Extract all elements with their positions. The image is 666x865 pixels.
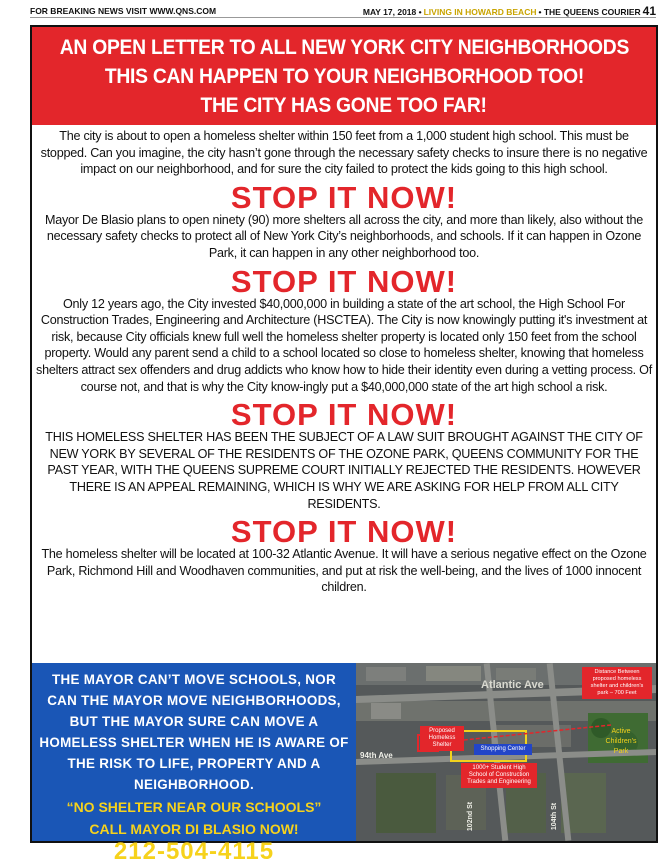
paragraph-2: Mayor De Blasio plans to open ninety (90) more shelters all across the city, and more than likely, also without the necessary safety checks to protect all of New York City’s neighborhoods, and schools. If it can happen in Ozone Park, it can happen in any other neighborhood too. (45, 212, 643, 260)
102nd-st-label: 102nd St (467, 801, 475, 832)
bottom-section (32, 663, 656, 865)
paragraph-3: Only 12 years ago, the City invested $40,000,000 in building a state of the art school, the High School For Construction Trades, Engineering and Architecture (HSCTEA). The City is now knowingly putting it's investment at risk, because City officials knew full well the homeless shelter property is located only 150 feet from the school property. Would any parent send a child to a school located so close to homeless shelter, knowing that homeless shelters attract sex offenders and drug addicts who know how to hide their identity even during a vetting process. Of course not, and that is why the City know-ingly put a $40,000,000 state of the art high school a risk. (36, 296, 652, 394)
callout-box (32, 663, 356, 865)
headline-line-3: THE CITY HAS GONE TOO FAR! (200, 93, 488, 117)
stop-it-now-2: STOP IT NOW! (230, 263, 458, 299)
paragraph-1: The city is about to open a homeless shelter within 150 feet from a 1,000 student high school. This must be stopped. Can you imagine, the city hasn’t gone through the necessary safety checks to insure there is no negative impact on our neighborhood, and for sure the city failed to protect the kids going to this high school. (40, 129, 648, 177)
letter-body (36, 128, 652, 596)
headline-line-2: THIS CAN HAPPEN TO YOUR NEIGHBORHOOD TOO! (104, 64, 584, 88)
callout-slogan: “NO SHELTER NEAR OUR SCHOOLS” (66, 799, 322, 815)
distance-note-tag: Distance Between proposed homeless shelter and children's park – 700 Feet (582, 667, 652, 699)
phone-number[interactable]: 212-504-4115 (113, 838, 275, 865)
headline-line-1: AN OPEN LETTER TO ALL NEW YORK CITY NEIGHBORHOODS (59, 35, 629, 59)
high-school-tag: 1000+ Student High School of Construction Trades and Engineering (461, 763, 537, 788)
stop-it-now-4: STOP IT NOW! (230, 514, 458, 550)
childrens-park-label: Active Children's Park (605, 728, 637, 755)
paragraph-4: THIS HOMELESS SHELTER HAS BEEN THE SUBJECT OF A LAW SUIT BROUGHT AGAINST THE CITY OF NEW YORK BY SEVERAL OF THE RESIDENTS OF THE OZONE PARK, QUEENS COMMUNITY FOR THE PAST YEAR, WITH THE QUEENS SUPREME COURT INITIALLY REJECTED THE RESIDENTS. HOWEVER THERE IS AN APPEAL REMAINING, WHICH IS WHY WE ARE ASKING FOR HELP FROM ALL CITY RESIDENTS. (45, 430, 643, 511)
94th-ave-label: 94th Ave (360, 751, 393, 760)
paragraph-5: The homeless shelter will be located at 100-32 Atlantic Avenue. It will have a serious negative effect on the Ozone Park, Richmond Hill and Woodhaven communities, and put at risk the well-being, and the lives of 1000 innocent children. (41, 547, 647, 595)
page-number: 41 (642, 3, 656, 18)
proposed-shelter-tag: Proposed Homeless Shelter (420, 726, 464, 751)
header-section: LIVING IN HOWARD BEACH (423, 6, 537, 17)
headline-banner (32, 27, 656, 125)
atlantic-ave-label: Atlantic Ave (481, 679, 544, 691)
callout-cta: CALL MAYOR DI BLASIO NOW! (89, 821, 299, 837)
header-right (363, 4, 656, 18)
stop-it-now-3: STOP IT NOW! (230, 397, 458, 433)
shopping-center-tag: Shopping Center (474, 744, 532, 755)
page-header (30, 4, 656, 18)
aerial-map (356, 663, 656, 841)
header-paper: • THE QUEENS COURIER (538, 6, 641, 17)
header-date: MAY 17, 2018 • (362, 6, 422, 17)
104th-st-label: 104th St (551, 802, 559, 831)
header-site-link[interactable]: FOR BREAKING NEWS VISIT WWW.QNS.COM (30, 5, 217, 16)
callout-message: THE MAYOR CAN’T MOVE SCHOOLS, NOR CAN THE MAYOR MOVE NEIGHBORHOODS, BUT THE MAYOR SURE CAN MOVE A HOMELESS SHELTER WHEN HE IS AWARE OF THE RISK TO LIFE, PROPERTY AND A NEIGHBORHOOD. (39, 672, 349, 792)
stop-it-now-1: STOP IT NOW! (230, 179, 458, 215)
